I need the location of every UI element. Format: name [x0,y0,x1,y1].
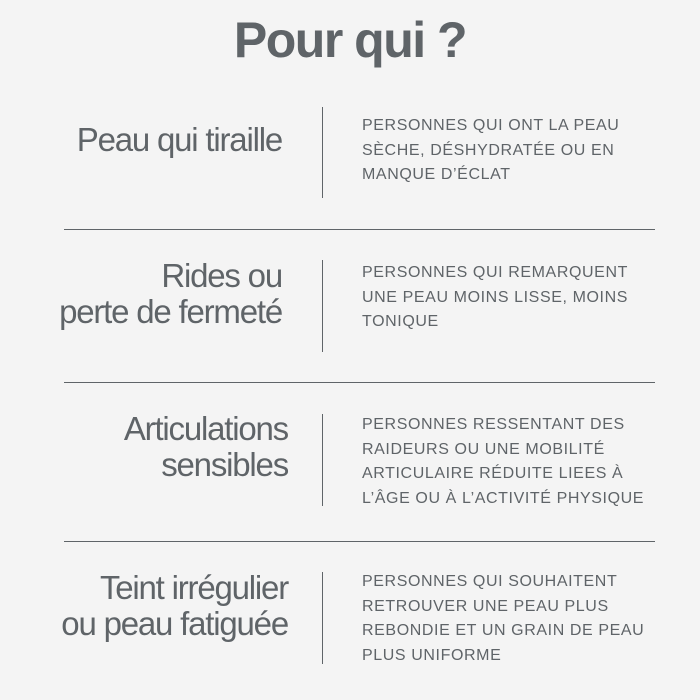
description-rides-ou-perte-de-fermete [362,261,662,335]
vertical-divider [322,414,323,506]
description-line: PERSONNES QUI SOUHAITENT [362,573,618,590]
heading-rides-ou-perte-de-fermete [59,258,282,330]
heading-teint-irregulier [61,570,288,642]
horizontal-divider [64,382,655,383]
description-line: UNE PEAU MOINS LISSE, MOINS [362,288,629,306]
heading-line: Articulations [123,410,288,447]
horizontal-divider [64,541,655,542]
description-line: PLUS UNIFORME [362,646,502,664]
vertical-divider [322,260,323,352]
heading-line: Rides ou [161,257,282,294]
description-line: TONIQUE [362,313,439,330]
description-line: ARTICULAIRE RÉDUITE LIEES À [362,465,624,482]
vertical-divider [322,572,323,664]
vertical-divider [322,107,323,198]
description-peau-qui-tiraille [362,114,662,188]
page-title: Pour qui ? [233,12,467,68]
heading-peau-qui-tiraille [77,122,282,158]
heading-line: Peau qui tiraille [76,121,282,158]
heading-line: sensibles [161,446,288,483]
description-line: REBONDIE ET UN GRAIN DE PEAU [362,622,645,639]
heading-articulations-sensibles [124,411,288,483]
horizontal-divider [64,229,655,230]
description-articulations-sensibles [362,413,662,511]
description-line: PERSONNES QUI ONT LA PEAU [362,117,620,134]
heading-line: perte de fermeté [59,293,282,330]
description-line: RAIDEURS OU UNE MOBILITÉ [362,440,605,458]
description-line: PERSONNES RESSENTANT DES [362,416,625,433]
heading-line: ou peau fatiguée [61,605,288,642]
description-line: MANQUE D’ÉCLAT [362,166,511,183]
description-line: RETROUVER UNE PEAU PLUS [362,597,609,615]
description-line: L’ÂGE OU À L’ACTIVITÉ PHYSIQUE [362,489,645,507]
description-line: SÈCHE, DÉSHYDRATÉE OU EN [362,141,615,159]
description-line: PERSONNES QUI REMARQUENT [362,264,628,281]
description-teint-irregulier [362,570,662,668]
heading-line: Teint irrégulier [99,569,288,606]
